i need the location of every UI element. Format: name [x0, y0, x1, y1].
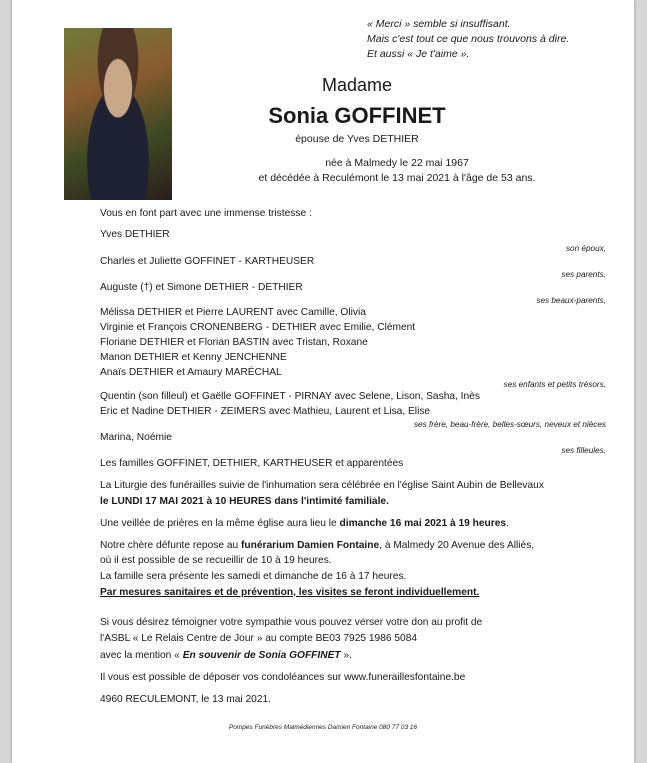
- death-line: et décédée à Reculémont le 13 mai 2021 à l'âge de 53 ans.: [258, 172, 536, 184]
- vigil-suffix: .: [506, 518, 509, 529]
- mention-text: En souvenir de Sonia GOFFINET: [182, 650, 341, 661]
- rest-suffix: , à Malmedy 20 Avenue des Alliés,: [379, 540, 535, 551]
- parents-role: ses parents,: [561, 270, 606, 279]
- quote-line-2: Mais c'est tout ce que nous trouvons à dire.: [367, 33, 570, 45]
- condolences-line: Il vous est possible de déposer vos condoléances sur www.funeraillesfontaine.be: [100, 672, 466, 683]
- inlaws-name: Auguste (†) et Simone DETHIER - DETHIER: [100, 282, 303, 293]
- intro-text: Vous en font part avec une immense tristesse :: [100, 208, 312, 219]
- children-role: ses enfants et petits trésors,: [503, 380, 606, 389]
- mention-suffix: ».: [340, 650, 352, 661]
- inlaws-role: ses beaux-parents,: [536, 296, 606, 305]
- spouse-line: épouse de Yves DETHIER: [295, 133, 419, 145]
- obituary-page: [12, 0, 634, 763]
- quote-line-1: « Merci » semble si insuffisant.: [367, 18, 511, 30]
- sibling-row: Eric et Nadine DETHIER - ZEIMERS avec Mathieu, Laurent et Lisa, Elise: [100, 406, 431, 417]
- godchildren-role: ses filleules,: [561, 446, 606, 455]
- rest-place: funérarium Damien Fontaine: [241, 540, 380, 551]
- parents-name: Charles et Juliette GOFFINET - KARTHEUSER: [100, 256, 315, 267]
- portrait-photo: [64, 28, 172, 200]
- donation-line-3: [100, 650, 352, 661]
- title-madame: Madame: [321, 75, 393, 95]
- ceremony-line-1: La Liturgie des funérailles suivie de l'inhumation sera célébrée en l'église Saint Aubin de Bellevaux: [100, 480, 544, 491]
- vigil-date: dimanche 16 mai 2021 à 19 heures: [339, 518, 507, 529]
- quote-line-3: Et aussi « Je t'aime ».: [367, 48, 470, 60]
- rest-prefix: Notre chère défunte repose au: [100, 540, 242, 551]
- child-row: Virginie et François CRONENBERG - DETHIER avec Emilie, Clément: [100, 322, 416, 333]
- spouse-name: Yves DETHIER: [100, 229, 170, 240]
- families-line: Les familles GOFFINET, DETHIER, KARTHEUSER et apparentées: [100, 458, 404, 469]
- vigil-line: [100, 518, 509, 529]
- deceased-name: Sonia GOFFINET: [268, 103, 446, 128]
- sibling-row: Quentin (son filleul) et Gaëlle GOFFINET - PIRNAY avec Selene, Lison, Sasha, Inès: [100, 391, 480, 402]
- child-row: Manon DETHIER et Kenny JENCHENNE: [100, 352, 287, 363]
- donation-line-1: Si vous désirez témoigner votre sympathie vous pouvez verser votre don au profit de: [100, 617, 483, 628]
- spouse-role: son époux,: [565, 244, 606, 253]
- ceremony-line-2: le LUNDI 17 MAI 2021 à 10 HEURES dans l'intimité familiale.: [100, 496, 389, 507]
- rest-line-2: où il est possible de se recueillir de 10 à 19 heures.: [100, 555, 332, 566]
- child-row: Floriane DETHIER et Florian BASTIN avec Tristan, Roxane: [100, 337, 368, 348]
- rest-line-3: La famille sera présente les samedi et dimanche de 16 à 17 heures.: [100, 571, 407, 582]
- funeral-home-footer: Pompes Funèbres Malmédiennes Damien Fontaine 080 77 03 16: [228, 724, 418, 731]
- child-row: Anaïs DETHIER et Amaury MARÉCHAL: [100, 367, 282, 378]
- donation-line-2: l'ASBL « Le Relais Centre de Jour » au compte BE03 7925 1986 5084: [100, 633, 418, 644]
- siblings-role: ses frère, beau-frère, belles-sœurs, neveux et nièces: [413, 420, 606, 429]
- child-row: Mélissa DETHIER et Pierre LAURENT avec Camille, Olivia: [100, 307, 366, 318]
- vigil-prefix: Une veillée de prières en la même église aura lieu le: [100, 518, 340, 529]
- sanitary-notice: Par mesures sanitaires et de prévention, les visites se feront individuellement.: [100, 587, 480, 598]
- godchildren-name: Marina, Noémie: [100, 432, 172, 443]
- place-date: 4960 RECULEMONT, le 13 mai 2021.: [100, 694, 272, 705]
- rest-line-1: [100, 540, 534, 551]
- birth-line: née à Malmedy le 22 mai 1967: [325, 157, 469, 169]
- mention-prefix: avec la mention «: [100, 650, 183, 661]
